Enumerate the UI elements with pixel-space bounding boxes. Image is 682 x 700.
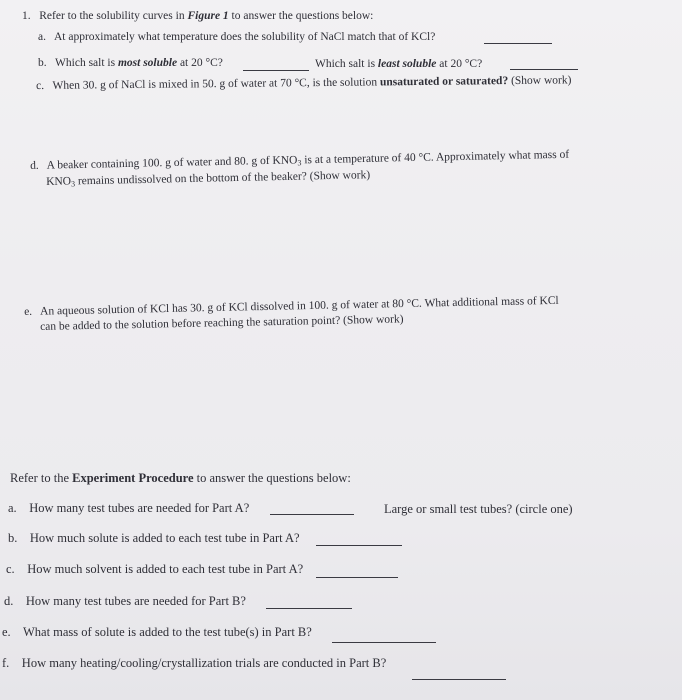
question-2d: d. How many test tubes are needed for Part B? [4, 594, 246, 608]
answer-line-2d[interactable] [266, 608, 352, 609]
question-1-number: 1. [22, 10, 31, 22]
question-1c: c. When 30. g of NaCl is mixed in 50. g of water at 70 °C, is the solution unsaturated or saturated? (Show work) [36, 74, 572, 92]
answer-line-2b[interactable] [316, 545, 402, 546]
answer-line-2e[interactable] [332, 642, 436, 643]
section-2-intro: Refer to the Experiment Procedure to answer the questions below: [10, 471, 351, 485]
answer-line-2a[interactable] [270, 514, 354, 515]
question-1e: e. An aqueous solution of KCl has 30. g of KCl dissolved in 100. g of water at 80 °C. What additional mass of KCl [24, 294, 559, 318]
answer-line-1b-most[interactable] [243, 70, 309, 71]
question-1d: d. A beaker containing 100. g of water and 80. g of $KNO_3$ is at a temperature of 40 °C. Approximately what mass of [30, 148, 570, 172]
question-2f: f. How many heating/cooling/crystallization trials are conducted in Part B? [2, 656, 387, 670]
question-1e-line2: can be added to the solution before reaching the saturation point? (Show work) [40, 313, 404, 333]
answer-line-2c[interactable] [316, 577, 398, 578]
answer-line-1b-least[interactable] [510, 69, 578, 70]
question-1b: b. Which salt is most soluble at 20 °C? [38, 57, 223, 69]
figure-reference: Figure 1 [187, 10, 229, 22]
question-2a: a. How many test tubes are needed for Part A? [8, 501, 250, 515]
question-1-intro: 1. Refer to the solubility curves in Figure 1 to answer the questions below: [22, 10, 374, 22]
tube-size-question: Large or small test tubes? (circle one) [384, 502, 573, 516]
answer-line-1a[interactable] [484, 43, 552, 44]
question-1a: a. At approximately what temperature does the solubility of NaCl match that of KCl? [38, 31, 436, 43]
question-2e: e. What mass of solute is added to the test tube(s) in Part B? [2, 625, 312, 639]
question-1b-part2: Which salt is least soluble at 20 °C? [315, 58, 483, 70]
answer-line-2f[interactable] [412, 679, 506, 680]
question-2b: b. How much solute is added to each test tube in Part A? [8, 531, 300, 545]
question-1d-line2: $KNO_3$ remains undissolved on the bottom of the beaker? (Show work) [46, 169, 371, 189]
question-2c: c. How much solvent is added to each test tube in Part A? [6, 562, 304, 576]
procedure-reference: Experiment Procedure [72, 471, 194, 485]
